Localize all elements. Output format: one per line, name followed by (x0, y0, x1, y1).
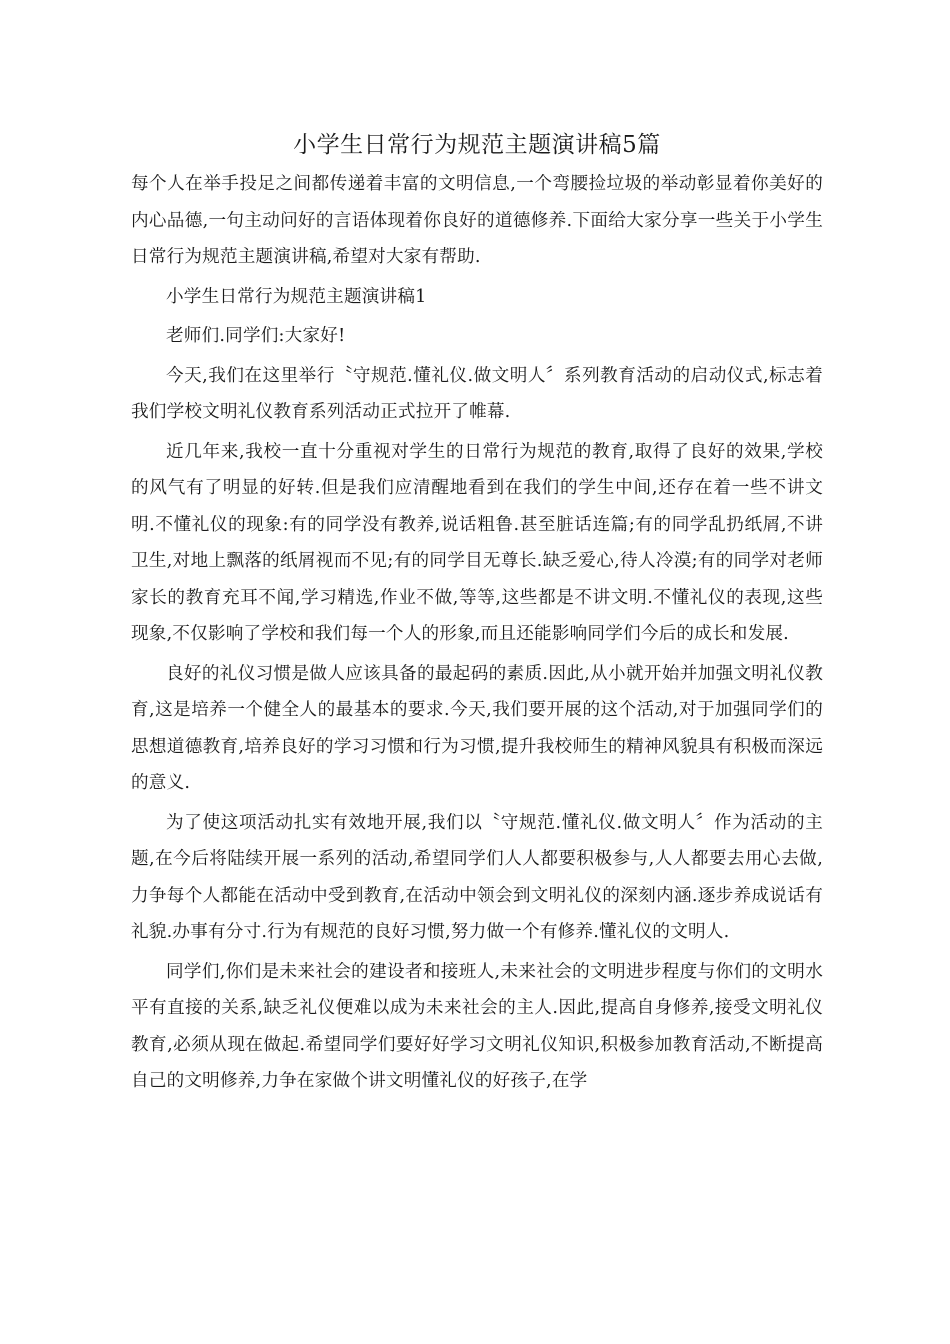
document-title: 小学生日常行为规范主题演讲稿5篇 (293, 132, 661, 158)
body-paragraph: 为了使这项活动扎实有效地开展,我们以〝守规范.懂礼仪.做文明人〞作为活动的主题,在今后将陆续开展一系列的活动,希望同学们人人都要积极参与,人人都要去用心去做,力争每个人都能在活动中受到教育,在活动中领会到文明礼仪的深刻内涵.逐步养成说话有礼貌.办事有分寸.行为有规范的良好习惯,努力做一个有修养.懂礼仪的文明人. (131, 812, 823, 942)
body-paragraph: 近几年来,我校一直十分重视对学生的日常行为规范的教育,取得了良好的效果,学校的风气有了明显的好转.但是我们应清醒地看到在我们的学生中间,还存在着一些不讲文明.不懂礼仪的现象:有的同学没有教养,说话粗鲁.甚至脏话连篇;有的同学乱扔纸屑,不讲卫生,对地上飘落的纸屑视而不见;有的同学目无尊长.缺乏爱心,待人冷漠;有的同学对老师家长的教育充耳不闻,学习精选,作业不做,等等,这些都是不讲文明.不懂礼仪的表现,这些现象,不仅影响了学校和我们每一个人的形象,而且还能影响同学们今后的成长和发展. (131, 441, 823, 644)
body-paragraph: 今天,我们在这里举行〝守规范.懂礼仪.做文明人〞系列教育活动的启动仪式,标志着我们学校文明礼仪教育系列活动正式拉开了帷幕. (131, 365, 823, 422)
greeting: 老师们.同学们:大家好! (166, 326, 346, 346)
body-paragraph: 良好的礼仪习惯是做人应该具备的最起码的素质.因此,从小就开始并加强文明礼仪教育,这是培养一个健全人的最基本的要求.今天,我们要开展的这个活动,对于加强同学们的思想道德教育,培养良好的学习习惯和行为习惯,提升我校师生的精神风貌具有积极而深远的意义. (131, 663, 823, 793)
intro-paragraph: 每个人在举手投足之间都传递着丰富的文明信息,一个弯腰捡垃圾的举动彰显着你美好的内心品德,一句主动问好的言语体现着你良好的道德修养.下面给大家分享一些关于小学生日常行为规范主题演讲稿,希望对大家有帮助. (131, 174, 823, 267)
body-paragraph: 同学们,你们是未来社会的建设者和接班人,未来社会的文明进步程度与你们的文明水平有直接的关系,缺乏礼仪便难以成为未来社会的主人.因此,提高自身修养,接受文明礼仪教育,必须从现在做起.希望同学们要好好学习文明礼仪知识,积极参加教育活动,不断提高自己的文明修养,力争在家做个讲文明懂礼仪的好孩子,在学 (131, 961, 823, 1091)
section-heading: 小学生日常行为规范主题演讲稿1 (166, 286, 427, 307)
document-page (131, 128, 823, 1103)
